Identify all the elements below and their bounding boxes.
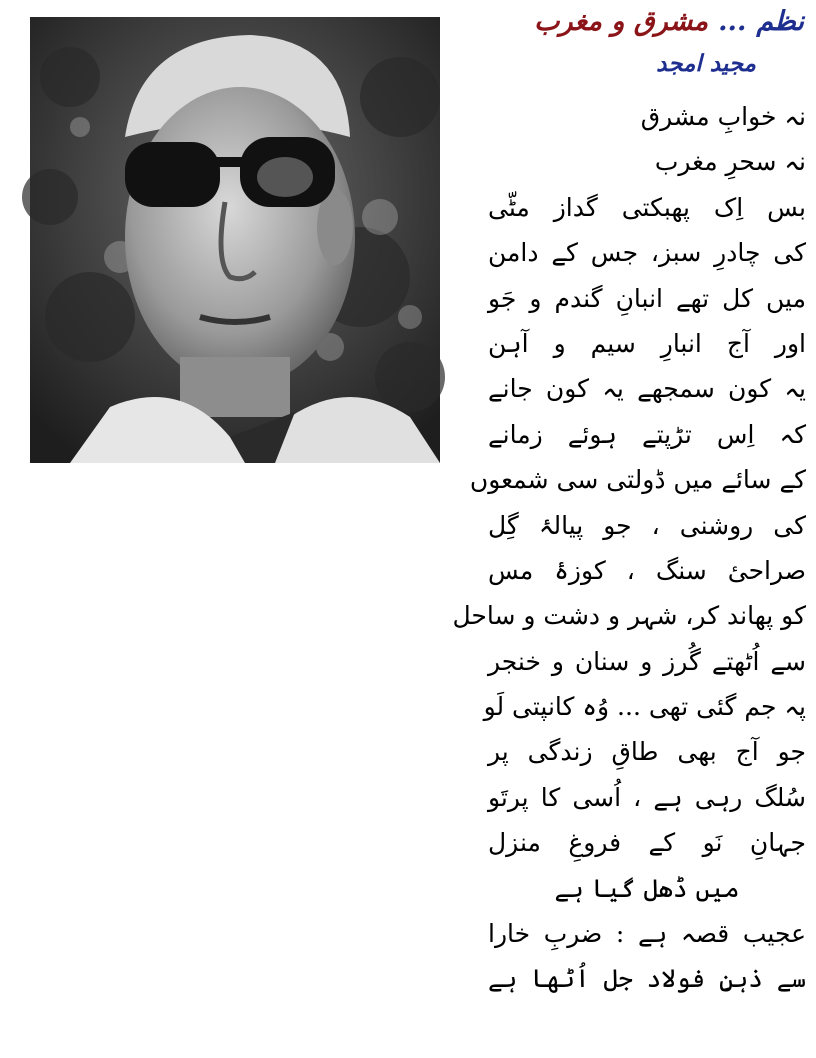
poem-line: سُلگ رہی ہے ، اُسی کا پرتَو — [488, 782, 806, 812]
poem-title: مشرق و مغرب — [534, 6, 709, 37]
poem-line: کہ اِس تڑپتے ہوئے زمانے — [488, 419, 806, 449]
poet-name: مجید امجد — [656, 50, 756, 77]
poem-line: کی چادرِ سبز، جس کے دامن — [488, 238, 806, 268]
poem-line: کے سائے میں ڈولتی سی شمعوں — [469, 465, 806, 495]
poem-line: نہ سحرِ مغرب — [654, 147, 806, 177]
poem-header — [474, 6, 804, 86]
poem-line: صراحیٔ سنگ ، کوزۂ مس — [488, 555, 806, 585]
poem-line: سے ذہنِ فولاد جل اُٹھا ہے — [488, 964, 806, 994]
form-label: نظم — [756, 6, 804, 37]
poem-line: میں کل تھے انبانِ گندم و جَو — [488, 283, 806, 313]
poem-line: کی روشنی ، جو پیالۂ گِل — [488, 510, 806, 540]
poem-line: بس اِک پھبکتی گداز مٹّی — [488, 192, 806, 222]
title-dots: ... — [718, 6, 747, 37]
poem-line: میں ڈھل گیا ہے — [554, 873, 740, 903]
portrait-image — [30, 17, 440, 463]
poem-line: اور آج انبارِ سیم و آہن — [488, 328, 806, 358]
portrait-photo — [30, 17, 440, 463]
poem-body — [452, 94, 806, 1002]
poem-line: جو آج بھی طاقِ زندگی پر — [488, 737, 806, 767]
poem-line: عجیب قصہ ہے : ضربِ خارا — [488, 919, 806, 949]
poem-line: سے اُٹھتے گُرز و سنان و خنجر — [488, 646, 806, 676]
poem-line: کو پھاند کر، شہر و دشت و ساحل — [452, 601, 806, 631]
title-line — [534, 6, 804, 37]
poem-line: پہ جم گئی تھی ... وُہ کانپتی لَو — [483, 692, 806, 722]
poem-line: یہ کون سمجھے یہ کون جانے — [488, 374, 806, 404]
poem-line: جہانِ نَو کے فروغِ منزل — [488, 828, 806, 858]
poem-line: نہ خوابِ مشرق — [640, 102, 806, 131]
